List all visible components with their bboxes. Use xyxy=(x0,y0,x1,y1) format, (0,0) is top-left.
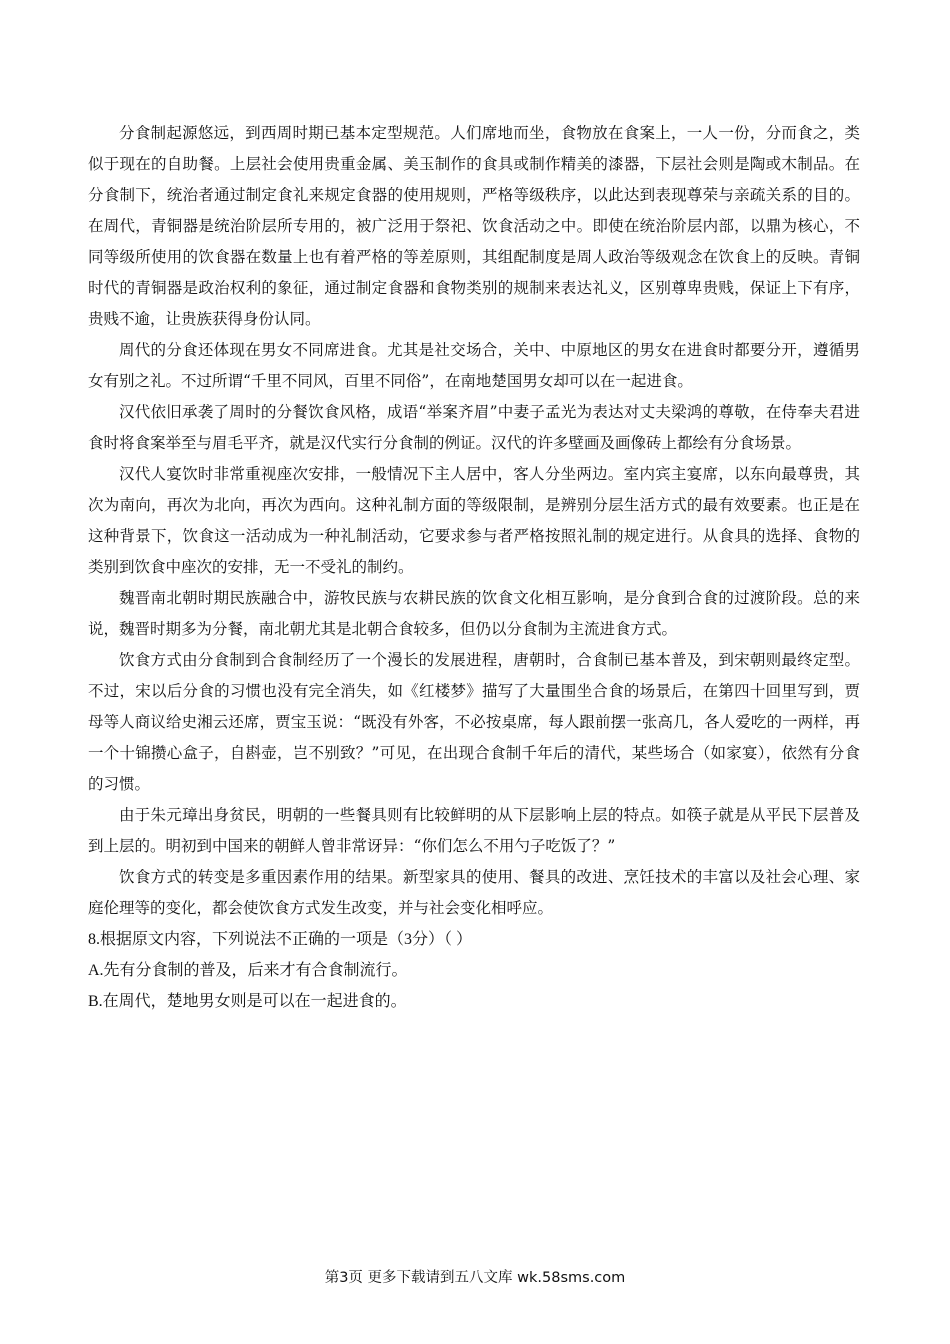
paragraph-7: 由于朱元璋出身贫民，明朝的一些餐具则有比较鲜明的从下层影响上层的特点。如筷子就是从平民下层普及到上层的。明初到中国来的朝鲜人曾非常讶异：“你们怎么不用勺子吃饭了？” xyxy=(88,806,860,855)
paragraph-1: 分食制起源悠远，到西周时期已基本定型规范。人们席地而坐，食物放在食案上，一人一份，分而食之，类似于现在的自助餐。上层社会使用贵重金属、美玉制作的食具或制作精美的漆器，下层社会则是陶或木制品。在分食制下，统治者通过制定食礼来规定食器的使用规则，严格等级秩序，以此达到表现尊荣与亲疏关系的目的。在周代，青铜器是统治阶层所专用的，被广泛用于祭祀、饮食活动之中。即使在统治阶层内部，以鼎为核心，不同等级所使用的饮食器在数量上也有着严格的等差原则，其组配制度是周人政治等级观念在饮食上的反映。青铜时代的青铜器是政治权利的象征，通过制定食器和食物类别的规制来表达礼义，区别尊卑贵贱，保证上下有序，贵贱不逾，让贵族获得身份认同。 xyxy=(88,124,860,328)
paragraph-6: 饮食方式由分食制到合食制经历了一个漫长的发展进程，唐朝时，合食制已基本普及，到宋朝则最终定型。不过，宋以后分食的习惯也没有完全消失，如《红楼梦》描写了大量围坐合食的场景后，在第四十回里写到，贾母等人商议给史湘云还席，贾宝玉说：“既没有外客，不必按桌席，每人跟前摆一张高几，各人爱吃的一两样，再一个十锦攒心盒子，自斟壶，岂不别致？”可见，在出现合食制千年后的清代，某些场合（如家宴），依然有分食的习惯。 xyxy=(88,651,860,793)
paragraph-3: 汉代依旧承袭了周时的分餐饮食风格，成语“举案齐眉”中妻子孟光为表达对丈夫梁鸿的尊敬，在侍奉夫君进食时将食案举至与眉毛平齐，就是汉代实行分食制的例证。汉代的许多壁画及画像砖上都绘有分食场景。 xyxy=(88,403,860,452)
paragraph-2: 周代的分食还体现在男女不同席进食。尤其是社交场合，关中、中原地区的男女在进食时都要分开，遵循男女有别之礼。不过所谓“千里不同风，百里不同俗”，在南地楚国男女却可以在一起进食。 xyxy=(88,341,860,390)
question-stem: 8.根据原文内容，下列说法不正确的一项是（3分）（ ） xyxy=(88,931,473,948)
question-option-b: B.在周代，楚地男女则是可以在一起进食的。 xyxy=(88,993,407,1010)
paragraph-5: 魏晋南北朝时期民族融合中，游牧民族与农耕民族的饮食文化相互影响，是分食到合食的过渡阶段。总的来说，魏晋时期多为分餐，南北朝尤其是北朝合食较多，但仍以分食制为主流进食方式。 xyxy=(88,589,860,638)
paragraph-4: 汉代人宴饮时非常重视座次安排，一般情况下主人居中，客人分坐两边。室内宾主宴席，以东向最尊贵，其次为南向，再次为北向，再次为西向。这种礼制方面的等级限制，是辨别分层生活方式的最有效要素。也正是在这种背景下，饮食这一活动成为一种礼制活动，它要求参与者严格按照礼制的规定进行。从食具的选择、食物的类别到饮食中座次的安排，无一不受礼的制约。 xyxy=(88,465,860,576)
page-footer: 第3页 更多下载请到五八文库 wk.58sms.com xyxy=(324,1270,626,1286)
article-body xyxy=(88,118,860,1017)
paragraph-8: 饮食方式的转变是多重因素作用的结果。新型家具的使用、餐具的改进、烹饪技术的丰富以及社会心理、家庭伦理等的变化，都会使饮食方式发生改变，并与社会变化相呼应。 xyxy=(88,868,860,917)
question-option-a: A.先有分食制的普及，后来才有合食制流行。 xyxy=(88,962,408,979)
